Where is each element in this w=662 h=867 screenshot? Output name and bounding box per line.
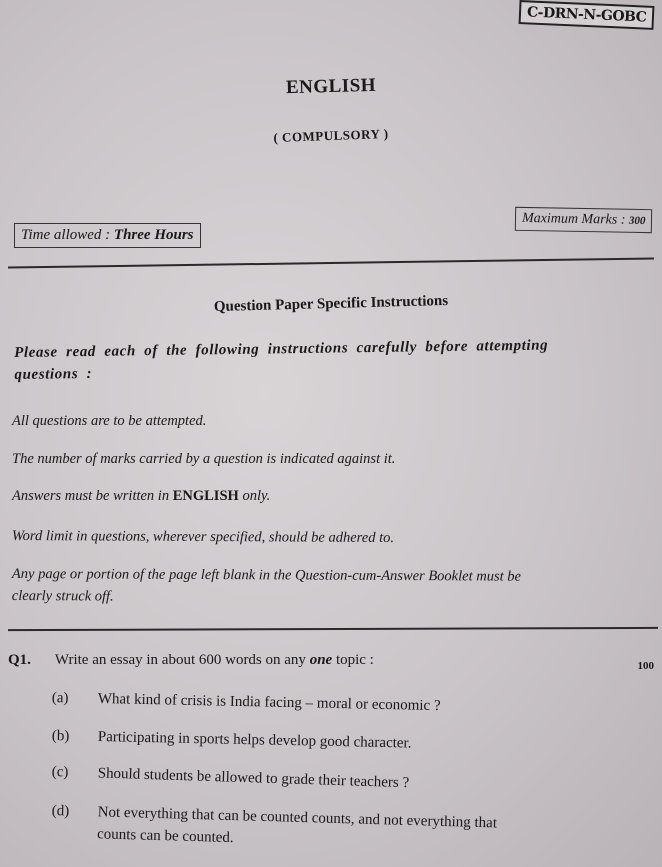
maximum-marks-value: 300 bbox=[628, 214, 646, 228]
time-allowed-value: Three Hours bbox=[113, 227, 194, 243]
option-c bbox=[51, 764, 409, 792]
option-letter: (b) bbox=[51, 728, 70, 745]
instruction-item bbox=[12, 563, 662, 610]
instruction-emphasis: ENGLISH bbox=[172, 488, 239, 504]
option-letter: (c) bbox=[51, 764, 69, 781]
divider-top bbox=[8, 257, 654, 268]
instruction-item: The number of marks carried by a question is indicated against it. bbox=[12, 451, 396, 467]
option-b bbox=[52, 728, 412, 753]
instruction-item bbox=[12, 485, 270, 507]
instruction-item: All questions are to be attempted. bbox=[12, 413, 207, 429]
time-allowed-box bbox=[14, 223, 201, 248]
instructions-heading: Question Paper Specific Instructions bbox=[213, 292, 449, 316]
instruction-item: Word limit in questions, wherever specified, should be adhered to. bbox=[11, 527, 395, 547]
option-text: What kind of crisis is India facing – moral or economic ? bbox=[97, 690, 441, 715]
paper-title: ENGLISH bbox=[285, 74, 377, 99]
paper-subtitle: ( COMPULSORY ) bbox=[273, 125, 389, 146]
instruction-text: Answers must be written in bbox=[12, 488, 173, 504]
question-text-end: topic : bbox=[332, 652, 374, 668]
option-text: Participating in sports helps develop good character. bbox=[97, 728, 412, 752]
maximum-marks-label: Maximum Marks : bbox=[521, 210, 629, 228]
option-letter: (a) bbox=[51, 690, 69, 707]
option-text: Should students be allowed to grade their teachers ? bbox=[97, 765, 410, 792]
divider-bottom bbox=[8, 627, 658, 631]
instruction-line: Any page or portion of the page left blank in the Question-cum-Answer Booklet must be bbox=[11, 565, 521, 585]
instruction-text: only. bbox=[238, 488, 271, 504]
instruction-line: clearly struck off. bbox=[11, 587, 114, 605]
question-text: Write an essay in about 600 words on any bbox=[54, 652, 310, 668]
option-d bbox=[51, 800, 498, 856]
question-1 bbox=[8, 652, 374, 669]
time-allowed-label: Time allowed : bbox=[21, 227, 114, 243]
option-letter: (d) bbox=[51, 802, 70, 820]
instructions-lead-line: Please read each of the following instructions carefully before attempting bbox=[14, 337, 549, 361]
option-text-continued: counts can be counted. bbox=[96, 826, 234, 847]
instructions-lead-line: questions : bbox=[14, 365, 93, 383]
question-number: Q1. bbox=[8, 652, 31, 668]
question-marks: 100 bbox=[637, 660, 654, 672]
question-emphasis: one bbox=[309, 652, 333, 668]
paper-code-box bbox=[518, 0, 654, 30]
option-text: Not everything that can be counted counts, and not everything that bbox=[97, 804, 498, 832]
instructions-lead bbox=[14, 333, 662, 386]
option-a bbox=[52, 690, 441, 715]
paper-code: C-DRN-N-GOBC bbox=[526, 4, 647, 26]
maximum-marks-box bbox=[514, 207, 652, 233]
